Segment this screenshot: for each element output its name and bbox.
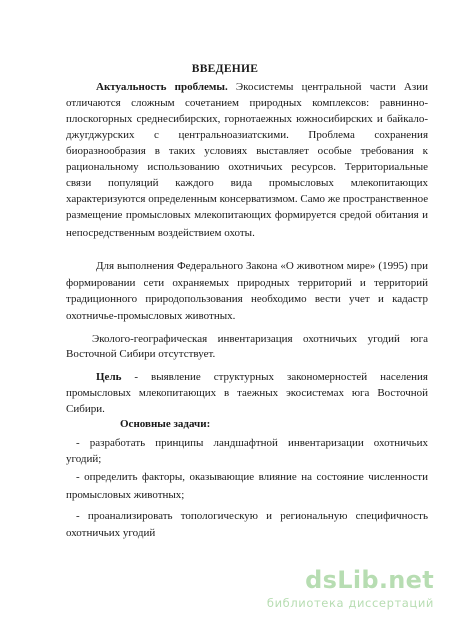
task-1-line-1: - разработать принципы ландшафтной инвентаризации охотничьих — [76, 437, 428, 449]
watermark-logo: dsLib.net — [305, 566, 434, 594]
paragraph-1-line-7: связи популяций каждого вида промысловых млекопитающих — [66, 177, 428, 189]
paragraph-1-line-4: джугджурских с центральноазиатскими. Проблема сохранения — [66, 129, 428, 141]
paragraph-1-line-3: плоскогорных среднесибирских, горнотаежных южносибирских и байкало- — [66, 113, 428, 125]
task-2-line-2: промысловых животных; — [66, 489, 185, 501]
paragraph-2-line-4: охотничье-промысловых животных. — [66, 310, 236, 322]
task-2-line-1: - определить факторы, оказывающие влияние на состояние численности — [76, 471, 428, 483]
task-1-line-2: угодий; — [66, 453, 102, 465]
paragraph-1-line-8: характеризуются определенным консерватизмом. Само же пространственное — [66, 193, 428, 205]
dslib-watermark — [234, 566, 434, 610]
paragraph-1-line-10: непосредственным воздействием охоты. — [66, 227, 255, 239]
tasks-heading: Основные задачи: — [120, 418, 211, 430]
task-3-line-1: - проанализировать топологическую и региональную специфичность — [76, 510, 428, 522]
paragraph-1-line-1: Актуальность проблемы. Экосистемы центральной части Азии — [96, 81, 428, 93]
paragraph-3-line-2: Восточной Сибири отсутствует. — [66, 348, 216, 360]
paragraph-4-line-1: Цель - выявление структурных закономерностей населения — [96, 371, 428, 383]
paragraph-4-line-2: промысловых млекопитающих в таежных экосистемах юга Восточной — [66, 387, 428, 399]
paragraph-1-line-9: размещение промысловых млекопитающих формируется средой обитания и — [66, 209, 428, 221]
goal-lead: Цель — [96, 371, 122, 383]
paragraph-4-line-3: Сибири. — [66, 403, 105, 415]
page-title: ВВЕДЕНИЕ — [191, 63, 259, 75]
paragraph-1-line-5: биоразнообразия в таких условиях выставляет особые требования к — [66, 145, 428, 157]
paragraph-1-line-2: отличаются сложным сочетанием природных комплексов: равнинно- — [66, 97, 428, 109]
paragraph-2-line-1: Для выполнения Федерального Закона «О животном мире» (1995) при — [96, 260, 428, 272]
relevance-lead: Актуальность проблемы. — [96, 81, 228, 93]
task-3-line-2: охотничьих угодий — [66, 527, 156, 539]
paragraph-1-line-6: рациональному использованию охотничьих ресурсов. Территориальные — [66, 161, 428, 173]
watermark-subtitle: библиотека диссертаций — [266, 596, 434, 610]
paragraph-2-line-3: традиционного природопользования необходимо вести учет и кадастр — [66, 293, 428, 305]
paragraph-3-line-1: Эколого-географическая инвентаризация охотничьих угодий юга — [92, 333, 428, 345]
paragraph-2-line-2: формировании сети охраняемых природных территорий и территорий — [66, 277, 428, 289]
